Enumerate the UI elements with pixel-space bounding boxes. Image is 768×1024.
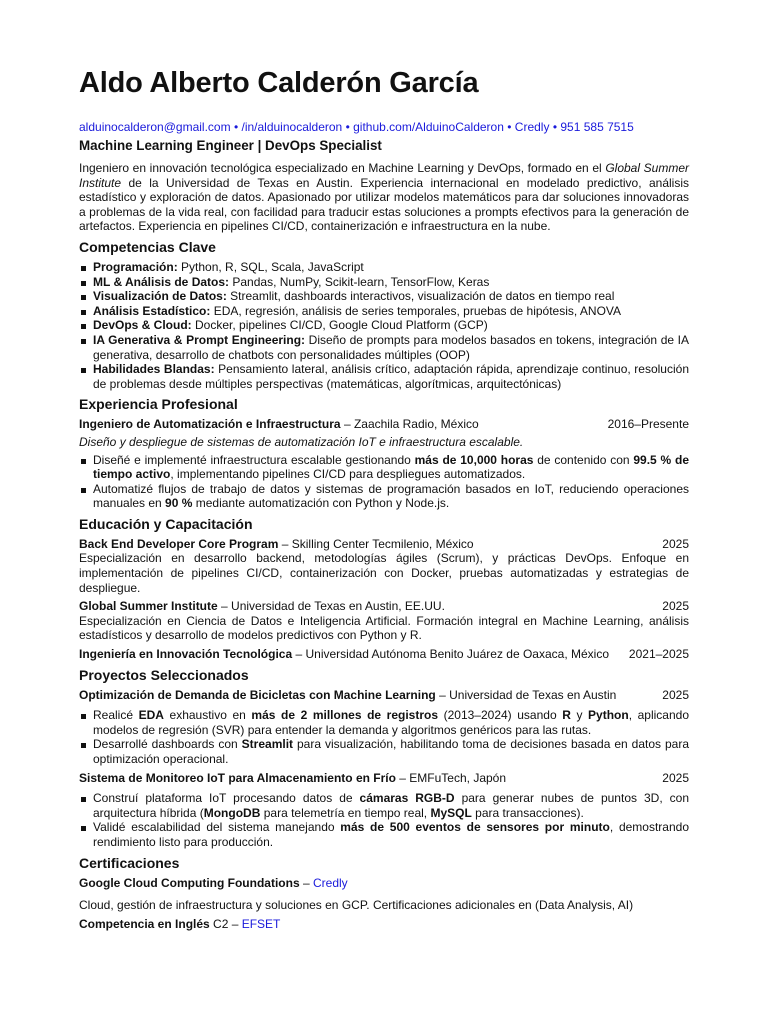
- skill-text: Docker, pipelines CI/CD, Google Cloud Platform (GCP): [191, 318, 488, 333]
- project-header: [79, 688, 689, 703]
- education-desc: Especialización en desarrollo backend, metodologías ágiles (Scrum), y prácticas DevOps. Enfoque en implementación de pipelines CI/CD, containerización con Docker, pruebas automatizadas y estrategias de despliegue.: [79, 551, 689, 595]
- list-item: [79, 820, 689, 849]
- education-header: [79, 647, 689, 662]
- skill-label: Programación:: [93, 259, 178, 274]
- skill-label: Análisis Estadístico:: [93, 303, 211, 318]
- credly-link[interactable]: Credly: [514, 120, 550, 134]
- cert-separator: –: [299, 875, 313, 890]
- contact-separator: •: [233, 120, 242, 134]
- bullet-strong: MySQL: [430, 805, 472, 820]
- bullet-strong: MongoDB: [203, 805, 261, 820]
- skill-text: Pandas, NumPy, Scikit-learn, TensorFlow, Keras: [229, 274, 490, 289]
- bullet-strong: EDA: [138, 708, 164, 723]
- job-title: Ingeniero de Automatización e Infraestructura: [79, 417, 341, 432]
- education-title: Back End Developer Core Program: [79, 536, 279, 551]
- list-item: [79, 453, 689, 482]
- email-link[interactable]: alduinocalderon@gmail.com: [79, 120, 231, 134]
- bullet-strong: R: [562, 708, 571, 723]
- project-date: 2025: [662, 687, 689, 702]
- project-bullets: [79, 708, 689, 766]
- list-item: [79, 333, 689, 362]
- skill-text: Streamlit, dashboards interactivos, visualización de datos en tiempo real: [226, 289, 615, 304]
- bullet-strong: más de 500 eventos de sensores por minuto: [340, 820, 610, 835]
- skill-text: Pensamiento lateral, análisis crítico, adaptación rápida, aprendizaje continuo, resolución de problemas desde múltiples perspectivas (matemáticas, algorítmicas, arquitectónicas): [93, 362, 689, 391]
- education-header: [79, 537, 689, 552]
- bullet-text: para visualización, habilitando toma de decisiones basada en datos para optimización operacional.: [93, 737, 690, 766]
- cert-google: [79, 876, 689, 891]
- role-title: Machine Learning Engineer | DevOps Specialist: [79, 138, 382, 153]
- bullet-text: Construí plataforma IoT procesando datos de: [93, 791, 360, 806]
- project-heading: [79, 688, 616, 703]
- skill-label: ML & Análisis de Datos:: [93, 274, 230, 289]
- skill-text: EDA, regresión, análisis de series temporales, pruebas de hipótesis, ANOVA: [210, 303, 622, 318]
- skill-label: DevOps & Cloud:: [93, 318, 192, 333]
- education-org: – Skilling Center Tecmilenio, México: [278, 536, 474, 551]
- summary-text: de la Universidad de Texas en Austin. Experiencia internacional en modelado predictivo, análisis estadístico y exploración de datos. Apasionado por utilizar modelos matemáticos para dar soluciones innovadoras a problemas de la vida real, con facilidad para traducir estas soluciones a prompts efectivos para la generación de artefactos. Experiencia en pipelines CI/CD, containerización e infraestructura en la nube.: [79, 175, 689, 234]
- bullet-text: Diseñé e implementé infraestructura escalable gestionando: [93, 452, 415, 467]
- bullet-strong: más de 10,000 horas: [414, 452, 534, 467]
- project-date: 2025: [662, 770, 689, 785]
- bullet-text: de contenido con: [533, 452, 634, 467]
- bullet-text: , demostrando rendimiento listo para producción.: [93, 820, 689, 849]
- summary-paragraph: [79, 161, 689, 234]
- skill-text: Diseño de prompts para modelos basados en tokens, integración de IA generativa, desarrollo de chatbots con personalidades múltiples (OOP): [93, 332, 689, 362]
- bullet-text: para transacciones).: [471, 805, 584, 820]
- summary-institute: Global Summer Institute: [79, 161, 689, 190]
- experience-heading: [79, 417, 479, 432]
- project-title: Sistema de Monitoreo IoT para Almacenamiento en Frío: [79, 770, 396, 785]
- summary-text: Ingeniero en innovación tecnológica especializado en Machine Learning y DevOps, formado en el: [79, 161, 606, 175]
- project-title: Optimización de Demanda de Bicicletas con Machine Learning: [79, 687, 436, 702]
- skill-label: Habilidades Blandas:: [93, 362, 215, 377]
- skill-label: Visualización de Datos:: [93, 289, 227, 304]
- section-certifications: Certificaciones: [79, 854, 180, 871]
- education-date: 2025: [662, 536, 689, 551]
- list-item: [79, 304, 689, 319]
- section-education: Educación y Capacitación: [79, 515, 253, 532]
- education-org: – Universidad de Texas en Austin, EE.UU.: [217, 599, 445, 614]
- phone-link[interactable]: 951 585 7515: [560, 120, 634, 134]
- list-item: [79, 362, 689, 391]
- skill-text: Python, R, SQL, Scala, JavaScript: [177, 259, 364, 274]
- project-org: – EMFuTech, Japón: [395, 770, 507, 785]
- project-header: [79, 771, 689, 786]
- list-item: [79, 708, 689, 737]
- efset-link[interactable]: EFSET: [241, 916, 281, 931]
- section-skills: Competencias Clave: [79, 238, 216, 255]
- cert-description: Cloud, gestión de infraestructura y soluciones en GCP. Certificaciones adicionales en (Data Analysis, AI): [79, 898, 634, 913]
- bullet-text: (2013–2024) usando: [438, 708, 563, 723]
- list-item: [79, 737, 689, 766]
- cert-english: [79, 917, 689, 932]
- education-org: – Universidad Autónoma Benito Juárez de Oaxaca, México: [292, 647, 609, 662]
- candidate-name: Aldo Alberto Calderón García: [79, 67, 479, 99]
- list-item: [79, 275, 689, 290]
- linkedin-link[interactable]: /in/alduinocalderon: [241, 120, 343, 134]
- section-projects: Proyectos Seleccionados: [79, 666, 249, 683]
- list-item: [79, 260, 689, 275]
- job-org: – Zaachila Radio, México: [340, 417, 479, 432]
- cert-title: Google Cloud Computing Foundations: [79, 875, 300, 890]
- job-subtitle: Diseño y despliegue de sistemas de automatización IoT e infraestructura escalable.: [79, 434, 524, 449]
- cert-title: Competencia en Inglés: [79, 916, 210, 931]
- bullet-strong: 90 %: [165, 496, 193, 511]
- education-date: 2025: [662, 599, 689, 614]
- skill-label: IA Generativa & Prompt Engineering:: [93, 332, 306, 347]
- list-item: [79, 482, 689, 511]
- section-experience: Experiencia Profesional: [79, 396, 238, 413]
- education-heading: [79, 647, 609, 662]
- list-item: [79, 318, 689, 333]
- project-org: – Universidad de Texas en Austin: [435, 687, 617, 702]
- contact-separator: •: [552, 120, 561, 134]
- bullet-strong: Streamlit: [241, 737, 294, 752]
- education-heading: [79, 599, 445, 614]
- contact-line: [79, 120, 689, 134]
- list-item: [79, 791, 689, 820]
- skills-list: [79, 260, 689, 391]
- bullet-text: Automatizé flujos de trabajo de datos y sistemas de programación basados en IoT, reduciendo operaciones manuales en: [93, 481, 689, 511]
- bullet-text: exhaustivo en: [163, 708, 252, 723]
- bullet-strong: más de 2 millones de registros: [251, 708, 439, 723]
- bullet-text: , implementando pipelines CI/CD para despliegues automatizados.: [170, 467, 526, 482]
- bullet-strong: 99.5 % de tiempo activo: [93, 452, 689, 482]
- education-desc: Especialización en Ciencia de Datos e Inteligencia Artificial. Formación integral en Machine Learning, análisis estadísticos y desarrollo de modelos predictivos con Python y R.: [79, 613, 689, 643]
- bullet-text: Realicé: [93, 708, 139, 723]
- bullet-text: Desarrollé dashboards con: [93, 737, 242, 752]
- education-date: 2021–2025: [628, 647, 689, 662]
- bullet-text: para telemetría en tiempo real,: [260, 805, 431, 820]
- education-heading: [79, 537, 474, 552]
- project-heading: [79, 771, 506, 786]
- project-bullets: [79, 791, 689, 849]
- bullet-strong: Python: [588, 708, 629, 723]
- github-link[interactable]: github.com/AlduinoCalderon: [353, 120, 504, 134]
- education-title: Ingeniería en Innovación Tecnológica: [79, 647, 293, 662]
- education-title: Global Summer Institute: [79, 599, 218, 614]
- education-header: [79, 599, 689, 614]
- job-date: 2016–Presente: [607, 417, 689, 432]
- bullet-text: y: [570, 708, 589, 723]
- cert-level: C2 –: [209, 916, 242, 931]
- experience-header: [79, 417, 689, 432]
- bullet-text: Validé escalabilidad del sistema manejando: [93, 820, 341, 835]
- credly-cert-link[interactable]: Credly: [312, 875, 348, 890]
- bullet-strong: cámaras RGB-D: [359, 791, 455, 806]
- bullet-text: para generar nubes de puntos 3D, con arquitectura híbrida (: [93, 791, 689, 820]
- contact-separator: •: [345, 120, 354, 134]
- experience-bullets: [79, 453, 689, 511]
- contact-separator: •: [507, 120, 515, 134]
- bullet-text: , aplicando modelos de regresión (SVR) para entender la demanda y algoritmos genéricos para las rutas.: [93, 708, 690, 737]
- bullet-text: mediante automatización con Python y Node.js.: [192, 496, 450, 511]
- list-item: [79, 289, 689, 304]
